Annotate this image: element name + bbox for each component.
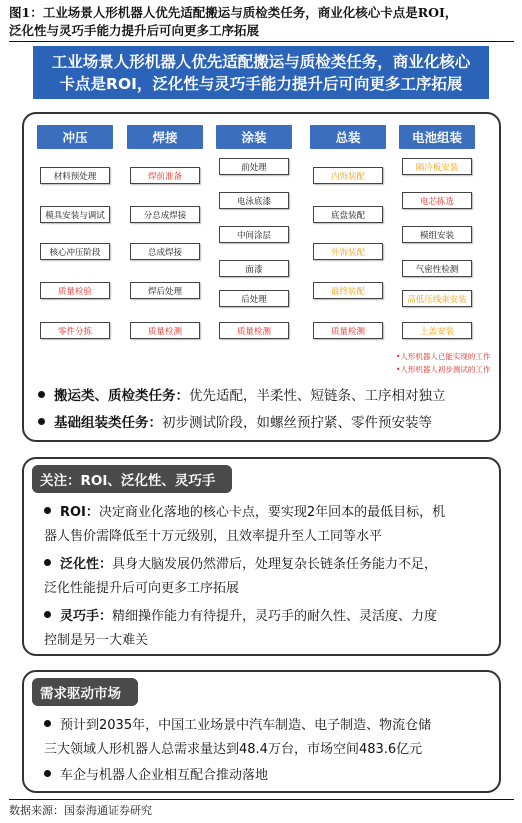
bullet-dot [44,611,51,618]
item-bold: 泛化性： [60,557,113,572]
item-line2: 泛化性能提升后可向更多工序拓展 [44,581,240,596]
item-line2: 器人售价需降低至十万元级别，且效率提升至人工同等水平 [44,529,383,544]
process-step: 零件分拣 [40,322,110,339]
process-step: 上盖安装 [402,322,472,339]
process-step: 隔冷板安装 [402,158,472,175]
top-rule [9,41,514,42]
process-step: 最终装配 [313,282,383,299]
item-line1: 具身大脑发展仍然滞后，处理复杂长链条任务能力不足， [112,557,438,572]
market-item-1 [44,714,504,762]
process-step: 焊后处理 [130,282,200,299]
process-step: 面漆 [219,260,289,277]
process-step: 高低压线束安装 [402,290,472,307]
process-step: 气密性检测 [402,260,472,277]
column-header: 涂装 [216,125,292,149]
bullet-dot [44,559,51,566]
bullet-bold: 基础组装类任务： [54,415,162,431]
process-step: 核心冲压阶段 [40,243,110,260]
process-column [37,125,113,337]
process-step: 质量检验 [40,282,110,299]
focus-item-generalization [44,553,494,601]
process-step: 模具安装与调试 [40,206,110,223]
bullet-bold: 搬运类、质检类任务： [54,388,189,404]
column-header: 焊接 [127,125,203,149]
banner-line2: 卡点是ROI，泛化性与灵巧手能力提升后可向更多工序拓展 [59,74,463,93]
process-column [399,125,475,337]
process-column [127,125,203,337]
figure-caption [9,4,514,40]
title-banner [33,46,489,99]
bullet-dot [38,418,45,425]
item-line1: 精细操作能力有待提升，灵巧手的耐久性、灵活度、力度 [112,609,438,624]
column-header: 冲压 [37,125,113,149]
item-bold: 灵巧手： [60,609,113,624]
process-step: 中间涂层 [219,226,289,243]
process-step: 前处理 [219,158,289,175]
process-step: 后处理 [219,290,289,307]
market-tag: 需求驱动市场 [32,678,138,706]
column-header: 电池组装 [399,125,475,149]
bullet-dot [44,770,51,777]
focus-item-roi [44,501,494,549]
banner-line1: 工业场景人形机器人优先适配搬运与质检类任务，商业化核心 [51,52,471,71]
process-step: 质量检测 [130,322,200,339]
panel1-bullet-1 [38,386,446,406]
bullet-dot [44,507,51,514]
item-line1: 车企与机器人企业相互配合推动落地 [60,768,269,783]
legend-testing: •人形机器人初步测试的工作 [396,365,491,374]
bullet-text: 初步测试阶段，如螺丝预拧紧、零件预安装等 [162,415,432,431]
item-line1: 决定商业化落地的核心卡点，要实现2年回本的最低目标，机 [98,505,446,520]
bullet-text: 优先适配，半柔性、短链条、工序相对独立 [189,388,446,404]
figure-caption-line1: 图1：工业场景人形机器人优先适配搬运与质检类任务，商业化核心卡点是ROI， [9,5,458,20]
process-step: 电泳底漆 [219,192,289,209]
legend-implemented: •人形机器人已能实现的工作 [396,352,491,361]
bullet-dot [44,720,51,727]
process-step: 外饰装配 [313,243,383,260]
process-step: 分总成焊接 [130,206,200,223]
process-step: 电芯拣选 [402,192,472,209]
focus-tag: 关注：ROI、泛化性、灵巧手 [32,465,232,493]
focus-item-dexterous-hand [44,605,494,653]
process-step: 总成焊接 [130,243,200,260]
process-step: 质量检测 [313,322,383,339]
process-column [216,125,292,337]
panel1-bullet-2 [38,413,432,433]
bottom-rule [9,799,514,800]
process-step: 质量检测 [219,322,289,339]
process-step: 内饰装配 [313,167,383,184]
bullet-dot [38,391,45,398]
item-line2: 三大领域人形机器人总需求量达到48.4万台，市场空间483.6亿元 [44,742,423,757]
process-step: 模组安装 [402,226,472,243]
process-step: 焊前准备 [130,167,200,184]
process-step: 底盘装配 [313,206,383,223]
market-item-2 [44,764,494,788]
column-header: 总装 [310,125,386,149]
process-step: 材料预处理 [40,167,110,184]
item-line2: 控制是另一大难关 [44,633,149,648]
source-note: 数据来源：国泰海通证券研究 [9,804,152,817]
item-line1: 预计到2035年，中国工业场景中汽车制造、电子制造、物流仓储 [60,718,432,733]
figure-caption-line2: 泛化性与灵巧手能力提升后可向更多工序拓展 [9,23,260,38]
item-bold: ROI： [60,505,99,520]
process-column [310,125,386,337]
